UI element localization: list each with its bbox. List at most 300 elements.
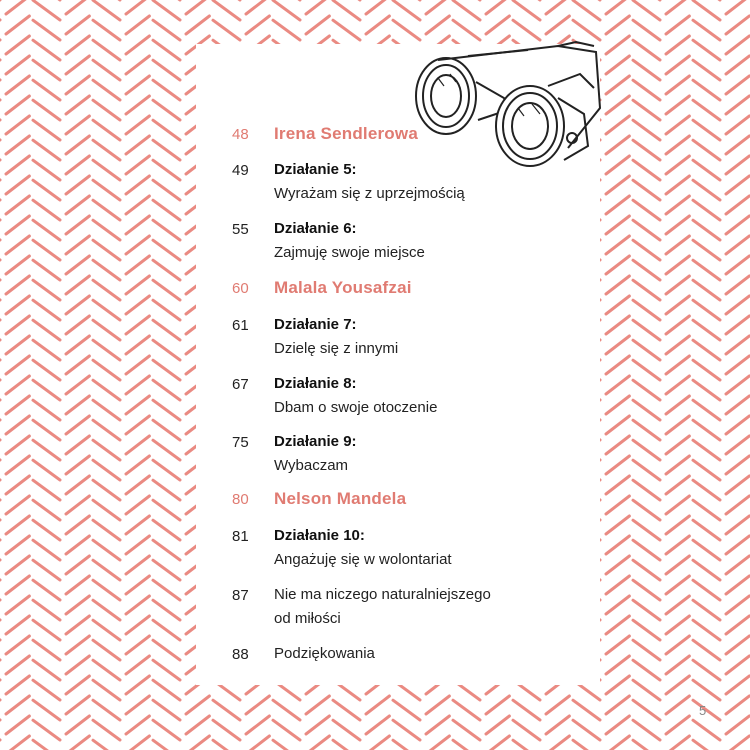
pattern-stroke bbox=[153, 680, 180, 700]
pattern-stroke bbox=[693, 660, 720, 680]
pattern-stroke bbox=[153, 60, 180, 80]
pattern-stroke bbox=[606, 196, 629, 214]
pattern-stroke bbox=[546, 16, 569, 34]
pattern-stroke bbox=[513, 740, 540, 750]
pattern-stroke bbox=[606, 316, 629, 334]
pattern-stroke bbox=[6, 576, 29, 594]
pattern-stroke bbox=[33, 680, 60, 700]
pattern-stroke bbox=[126, 236, 149, 254]
pattern-stroke bbox=[93, 520, 120, 540]
toc-item-title: Działanie 9: bbox=[274, 433, 357, 450]
pattern-stroke bbox=[426, 736, 449, 750]
pattern-stroke bbox=[726, 236, 749, 254]
pattern-stroke bbox=[246, 0, 269, 14]
pattern-stroke bbox=[153, 260, 180, 280]
pattern-stroke bbox=[126, 396, 149, 414]
pattern-stroke bbox=[366, 736, 389, 750]
pattern-stroke bbox=[93, 80, 120, 100]
pattern-stroke bbox=[66, 16, 89, 34]
pattern-stroke bbox=[126, 136, 149, 154]
pattern-stroke bbox=[153, 660, 180, 680]
pattern-stroke bbox=[606, 456, 629, 474]
pattern-stroke bbox=[126, 416, 149, 434]
pattern-stroke bbox=[6, 476, 29, 494]
pattern-stroke bbox=[93, 440, 120, 460]
pattern-stroke bbox=[666, 576, 689, 594]
pattern-stroke bbox=[153, 620, 180, 640]
pattern-stroke bbox=[153, 720, 180, 740]
pattern-stroke bbox=[726, 356, 749, 374]
pattern-stroke bbox=[606, 276, 629, 294]
pattern-stroke bbox=[693, 500, 720, 520]
pattern-stroke bbox=[66, 576, 89, 594]
pattern-stroke bbox=[726, 716, 749, 734]
pattern-stroke bbox=[666, 156, 689, 174]
pattern-stroke bbox=[153, 320, 180, 340]
pattern-stroke bbox=[153, 360, 180, 380]
pattern-stroke bbox=[666, 256, 689, 274]
pattern-stroke bbox=[726, 316, 749, 334]
pattern-stroke bbox=[666, 516, 689, 534]
pattern-stroke bbox=[186, 716, 209, 734]
pattern-stroke bbox=[93, 560, 120, 580]
pattern-stroke bbox=[33, 540, 60, 560]
pattern-stroke bbox=[33, 620, 60, 640]
pattern-stroke bbox=[606, 336, 629, 354]
toc-item-line: Podziękowania bbox=[274, 645, 375, 662]
pattern-stroke bbox=[126, 536, 149, 554]
toc-item-subtitle: Wybaczam bbox=[274, 457, 349, 474]
pattern-stroke bbox=[6, 276, 29, 294]
pattern-stroke bbox=[33, 500, 60, 520]
pattern-stroke bbox=[6, 16, 29, 34]
pattern-stroke bbox=[93, 380, 120, 400]
pattern-stroke bbox=[153, 120, 180, 140]
pattern-stroke bbox=[513, 720, 540, 740]
pattern-stroke bbox=[546, 736, 569, 750]
toc-item-dzialanie-6 bbox=[274, 217, 425, 265]
pattern-stroke bbox=[633, 80, 660, 100]
pattern-stroke bbox=[606, 116, 629, 134]
pattern-stroke bbox=[153, 340, 180, 360]
pattern-stroke bbox=[153, 20, 180, 40]
pattern-stroke bbox=[633, 20, 660, 40]
pattern-stroke bbox=[726, 216, 749, 234]
pattern-stroke bbox=[33, 380, 60, 400]
pattern-stroke bbox=[66, 36, 89, 54]
pattern-stroke bbox=[6, 356, 29, 374]
pattern-stroke bbox=[606, 476, 629, 494]
pattern-stroke bbox=[246, 736, 269, 750]
pattern-stroke bbox=[66, 136, 89, 154]
pattern-stroke bbox=[633, 580, 660, 600]
pattern-stroke bbox=[33, 440, 60, 460]
pattern-stroke bbox=[6, 616, 29, 634]
pattern-stroke bbox=[66, 96, 89, 114]
pattern-stroke bbox=[666, 16, 689, 34]
pattern-stroke bbox=[273, 740, 300, 750]
pattern-stroke bbox=[693, 360, 720, 380]
pattern-stroke bbox=[93, 680, 120, 700]
pattern-stroke bbox=[633, 420, 660, 440]
pattern-stroke bbox=[633, 560, 660, 580]
pattern-stroke bbox=[93, 200, 120, 220]
pattern-stroke bbox=[126, 616, 149, 634]
pattern-stroke bbox=[93, 740, 120, 750]
pattern-stroke bbox=[93, 300, 120, 320]
pattern-stroke bbox=[693, 40, 720, 60]
pattern-stroke bbox=[66, 496, 89, 514]
pattern-stroke bbox=[306, 696, 329, 714]
pattern-stroke bbox=[213, 0, 240, 20]
pattern-stroke bbox=[633, 300, 660, 320]
pattern-stroke bbox=[666, 196, 689, 214]
pattern-stroke bbox=[6, 376, 29, 394]
pattern-stroke bbox=[66, 516, 89, 534]
pattern-stroke bbox=[33, 580, 60, 600]
pattern-stroke bbox=[6, 96, 29, 114]
pattern-stroke bbox=[366, 16, 389, 34]
pattern-stroke bbox=[153, 460, 180, 480]
pattern-stroke bbox=[666, 596, 689, 614]
pattern-stroke bbox=[126, 496, 149, 514]
pattern-stroke bbox=[126, 0, 149, 14]
pattern-stroke bbox=[453, 720, 480, 740]
pattern-stroke bbox=[66, 236, 89, 254]
toc-item-closing-chapter bbox=[274, 583, 491, 631]
pattern-stroke bbox=[93, 320, 120, 340]
pattern-stroke bbox=[126, 156, 149, 174]
pattern-stroke bbox=[726, 536, 749, 554]
pattern-stroke bbox=[93, 0, 120, 20]
pattern-stroke bbox=[693, 520, 720, 540]
pattern-stroke bbox=[306, 0, 329, 14]
pattern-stroke bbox=[153, 500, 180, 520]
pattern-stroke bbox=[726, 616, 749, 634]
pattern-stroke bbox=[213, 740, 240, 750]
pattern-stroke bbox=[6, 196, 29, 214]
pattern-stroke bbox=[93, 360, 120, 380]
pattern-stroke bbox=[693, 0, 720, 20]
pattern-stroke bbox=[693, 140, 720, 160]
pattern-stroke bbox=[426, 696, 449, 714]
pattern-stroke bbox=[6, 676, 29, 694]
pattern-stroke bbox=[693, 740, 720, 750]
toc-item-title: Działanie 10: bbox=[274, 527, 365, 544]
pattern-stroke bbox=[186, 0, 209, 14]
pattern-stroke bbox=[726, 636, 749, 654]
pattern-stroke bbox=[666, 656, 689, 674]
pattern-stroke bbox=[186, 736, 209, 750]
pattern-stroke bbox=[246, 716, 269, 734]
pattern-stroke bbox=[6, 56, 29, 74]
pattern-stroke bbox=[726, 336, 749, 354]
pattern-stroke bbox=[693, 640, 720, 660]
pattern-stroke bbox=[6, 396, 29, 414]
pattern-stroke bbox=[633, 100, 660, 120]
pattern-stroke bbox=[726, 0, 749, 14]
pattern-stroke bbox=[93, 640, 120, 660]
pattern-stroke bbox=[33, 80, 60, 100]
pattern-stroke bbox=[426, 0, 449, 14]
pattern-stroke bbox=[66, 356, 89, 374]
pattern-stroke bbox=[126, 716, 149, 734]
pattern-stroke bbox=[126, 316, 149, 334]
pattern-stroke bbox=[606, 396, 629, 414]
pattern-stroke bbox=[153, 40, 180, 60]
pattern-stroke bbox=[693, 260, 720, 280]
pattern-stroke bbox=[633, 0, 660, 20]
pattern-stroke bbox=[726, 376, 749, 394]
pattern-stroke bbox=[126, 256, 149, 274]
pattern-stroke bbox=[606, 716, 629, 734]
pattern-stroke bbox=[486, 696, 509, 714]
pattern-stroke bbox=[93, 220, 120, 240]
pattern-stroke bbox=[306, 736, 329, 750]
pattern-stroke bbox=[273, 0, 300, 20]
pattern-stroke bbox=[606, 56, 629, 74]
pattern-stroke bbox=[606, 216, 629, 234]
pattern-stroke bbox=[726, 296, 749, 314]
toc-item-dzialanie-8 bbox=[274, 372, 437, 420]
pattern-stroke bbox=[306, 16, 329, 34]
pattern-stroke bbox=[606, 156, 629, 174]
pattern-stroke bbox=[6, 696, 29, 714]
section-page-number: 80 bbox=[232, 491, 249, 508]
pattern-stroke bbox=[333, 0, 360, 20]
pattern-stroke bbox=[726, 116, 749, 134]
pattern-stroke bbox=[126, 736, 149, 750]
pattern-stroke bbox=[126, 56, 149, 74]
pattern-stroke bbox=[66, 556, 89, 574]
pattern-stroke bbox=[6, 216, 29, 234]
pattern-stroke bbox=[66, 636, 89, 654]
pattern-stroke bbox=[126, 596, 149, 614]
pattern-stroke bbox=[126, 656, 149, 674]
pattern-stroke bbox=[366, 716, 389, 734]
pattern-stroke bbox=[153, 420, 180, 440]
pattern-stroke bbox=[66, 616, 89, 634]
pattern-stroke bbox=[66, 716, 89, 734]
pattern-stroke bbox=[33, 600, 60, 620]
pattern-stroke bbox=[33, 400, 60, 420]
toc-item-page-number: 87 bbox=[232, 587, 249, 604]
pattern-stroke bbox=[93, 100, 120, 120]
pattern-stroke bbox=[693, 460, 720, 480]
pattern-stroke bbox=[153, 0, 180, 20]
pattern-stroke bbox=[33, 660, 60, 680]
pattern-stroke bbox=[66, 416, 89, 434]
pattern-stroke bbox=[633, 340, 660, 360]
pattern-stroke bbox=[606, 516, 629, 534]
pattern-stroke bbox=[726, 656, 749, 674]
pattern-stroke bbox=[573, 700, 600, 720]
section-page-number: 48 bbox=[232, 126, 249, 143]
pattern-stroke bbox=[606, 436, 629, 454]
pattern-stroke bbox=[93, 240, 120, 260]
pattern-stroke bbox=[126, 676, 149, 694]
pattern-stroke bbox=[93, 40, 120, 60]
pattern-stroke bbox=[726, 556, 749, 574]
pattern-stroke bbox=[693, 720, 720, 740]
pattern-stroke bbox=[66, 596, 89, 614]
pattern-stroke bbox=[666, 36, 689, 54]
page-number: 5 bbox=[699, 703, 707, 718]
pattern-stroke bbox=[6, 416, 29, 434]
pattern-stroke bbox=[153, 640, 180, 660]
pattern-stroke bbox=[126, 36, 149, 54]
pattern-stroke bbox=[606, 656, 629, 674]
pattern-stroke bbox=[726, 196, 749, 214]
pattern-stroke bbox=[33, 0, 60, 20]
pattern-stroke bbox=[153, 80, 180, 100]
toc-item-title: Działanie 7: bbox=[274, 316, 357, 333]
pattern-stroke bbox=[153, 240, 180, 260]
pattern-stroke bbox=[33, 320, 60, 340]
pattern-stroke bbox=[633, 500, 660, 520]
pattern-stroke bbox=[693, 100, 720, 120]
toc-item-dzialanie-5 bbox=[274, 158, 465, 206]
pattern-stroke bbox=[126, 16, 149, 34]
pattern-stroke bbox=[693, 400, 720, 420]
toc-item-dzialanie-9 bbox=[274, 430, 357, 478]
pattern-stroke bbox=[33, 280, 60, 300]
pattern-stroke bbox=[726, 36, 749, 54]
pattern-stroke bbox=[66, 436, 89, 454]
pattern-stroke bbox=[33, 480, 60, 500]
pattern-stroke bbox=[486, 16, 509, 34]
pattern-stroke bbox=[6, 176, 29, 194]
pattern-stroke bbox=[633, 660, 660, 680]
pattern-stroke bbox=[33, 180, 60, 200]
pattern-stroke bbox=[633, 360, 660, 380]
pattern-stroke bbox=[93, 120, 120, 140]
toc-item-title: Działanie 6: bbox=[274, 220, 357, 237]
pattern-stroke bbox=[93, 400, 120, 420]
pattern-stroke bbox=[246, 696, 269, 714]
pattern-stroke bbox=[633, 240, 660, 260]
pattern-stroke bbox=[213, 20, 240, 40]
pattern-stroke bbox=[153, 560, 180, 580]
pattern-stroke bbox=[693, 20, 720, 40]
toc-item-page-number: 49 bbox=[232, 162, 249, 179]
pattern-stroke bbox=[726, 256, 749, 274]
pattern-stroke bbox=[126, 556, 149, 574]
pattern-stroke bbox=[93, 180, 120, 200]
pattern-stroke bbox=[666, 76, 689, 94]
pattern-stroke bbox=[273, 720, 300, 740]
pattern-stroke bbox=[6, 516, 29, 534]
pattern-stroke bbox=[693, 620, 720, 640]
pattern-stroke bbox=[633, 280, 660, 300]
pattern-stroke bbox=[126, 376, 149, 394]
toc-item-page-number: 67 bbox=[232, 376, 249, 393]
section-title-yousafzai: Malala Yousafzai bbox=[274, 278, 412, 297]
pattern-stroke bbox=[66, 336, 89, 354]
pattern-stroke bbox=[633, 60, 660, 80]
pattern-stroke bbox=[6, 136, 29, 154]
pattern-stroke bbox=[726, 436, 749, 454]
toc-item-dzialanie-10 bbox=[274, 524, 452, 572]
pattern-stroke bbox=[126, 696, 149, 714]
pattern-stroke bbox=[6, 436, 29, 454]
pattern-stroke bbox=[666, 636, 689, 654]
pattern-stroke bbox=[606, 76, 629, 94]
pattern-stroke bbox=[666, 476, 689, 494]
pattern-stroke bbox=[33, 560, 60, 580]
pattern-stroke bbox=[693, 60, 720, 80]
pattern-stroke bbox=[633, 540, 660, 560]
pattern-stroke bbox=[726, 496, 749, 514]
pattern-stroke bbox=[66, 176, 89, 194]
pattern-stroke bbox=[6, 296, 29, 314]
pattern-stroke bbox=[6, 456, 29, 474]
pattern-stroke bbox=[606, 556, 629, 574]
pattern-stroke bbox=[66, 656, 89, 674]
pattern-stroke bbox=[126, 476, 149, 494]
toc-item-acknowledgements bbox=[274, 642, 375, 666]
toc-item-line: od miłości bbox=[274, 610, 341, 627]
pattern-stroke bbox=[33, 360, 60, 380]
pattern-stroke bbox=[693, 200, 720, 220]
pattern-stroke bbox=[153, 200, 180, 220]
pattern-stroke bbox=[693, 540, 720, 560]
pattern-stroke bbox=[126, 336, 149, 354]
pattern-stroke bbox=[66, 216, 89, 234]
pattern-stroke bbox=[693, 480, 720, 500]
pattern-stroke bbox=[33, 460, 60, 480]
pattern-stroke bbox=[393, 720, 420, 740]
pattern-stroke bbox=[666, 456, 689, 474]
pattern-stroke bbox=[633, 620, 660, 640]
section-title-sendlerowa: Irena Sendlerowa bbox=[274, 124, 418, 143]
pattern-stroke bbox=[666, 616, 689, 634]
toc-item-subtitle: Dzielę się z innymi bbox=[274, 340, 399, 357]
pattern-stroke bbox=[693, 120, 720, 140]
pattern-stroke bbox=[633, 480, 660, 500]
pattern-stroke bbox=[633, 680, 660, 700]
pattern-stroke bbox=[666, 696, 689, 714]
pattern-stroke bbox=[6, 636, 29, 654]
pattern-stroke bbox=[693, 220, 720, 240]
pattern-stroke bbox=[306, 716, 329, 734]
pattern-stroke bbox=[6, 716, 29, 734]
pattern-stroke bbox=[666, 0, 689, 14]
pattern-stroke bbox=[126, 116, 149, 134]
pattern-stroke bbox=[726, 76, 749, 94]
pattern-stroke bbox=[93, 720, 120, 740]
pattern-stroke bbox=[633, 400, 660, 420]
pattern-stroke bbox=[66, 536, 89, 554]
pattern-stroke bbox=[633, 140, 660, 160]
pattern-stroke bbox=[726, 676, 749, 694]
pattern-stroke bbox=[126, 296, 149, 314]
toc-item-title: Działanie 8: bbox=[274, 375, 357, 392]
pattern-stroke bbox=[126, 576, 149, 594]
pattern-stroke bbox=[633, 120, 660, 140]
pattern-stroke bbox=[6, 596, 29, 614]
pattern-stroke bbox=[66, 456, 89, 474]
pattern-stroke bbox=[486, 716, 509, 734]
pattern-stroke bbox=[33, 160, 60, 180]
pattern-stroke bbox=[693, 160, 720, 180]
pattern-stroke bbox=[93, 160, 120, 180]
pattern-stroke bbox=[606, 576, 629, 594]
pattern-stroke bbox=[126, 436, 149, 454]
pattern-stroke bbox=[33, 100, 60, 120]
pattern-stroke bbox=[606, 616, 629, 634]
pattern-stroke bbox=[126, 96, 149, 114]
